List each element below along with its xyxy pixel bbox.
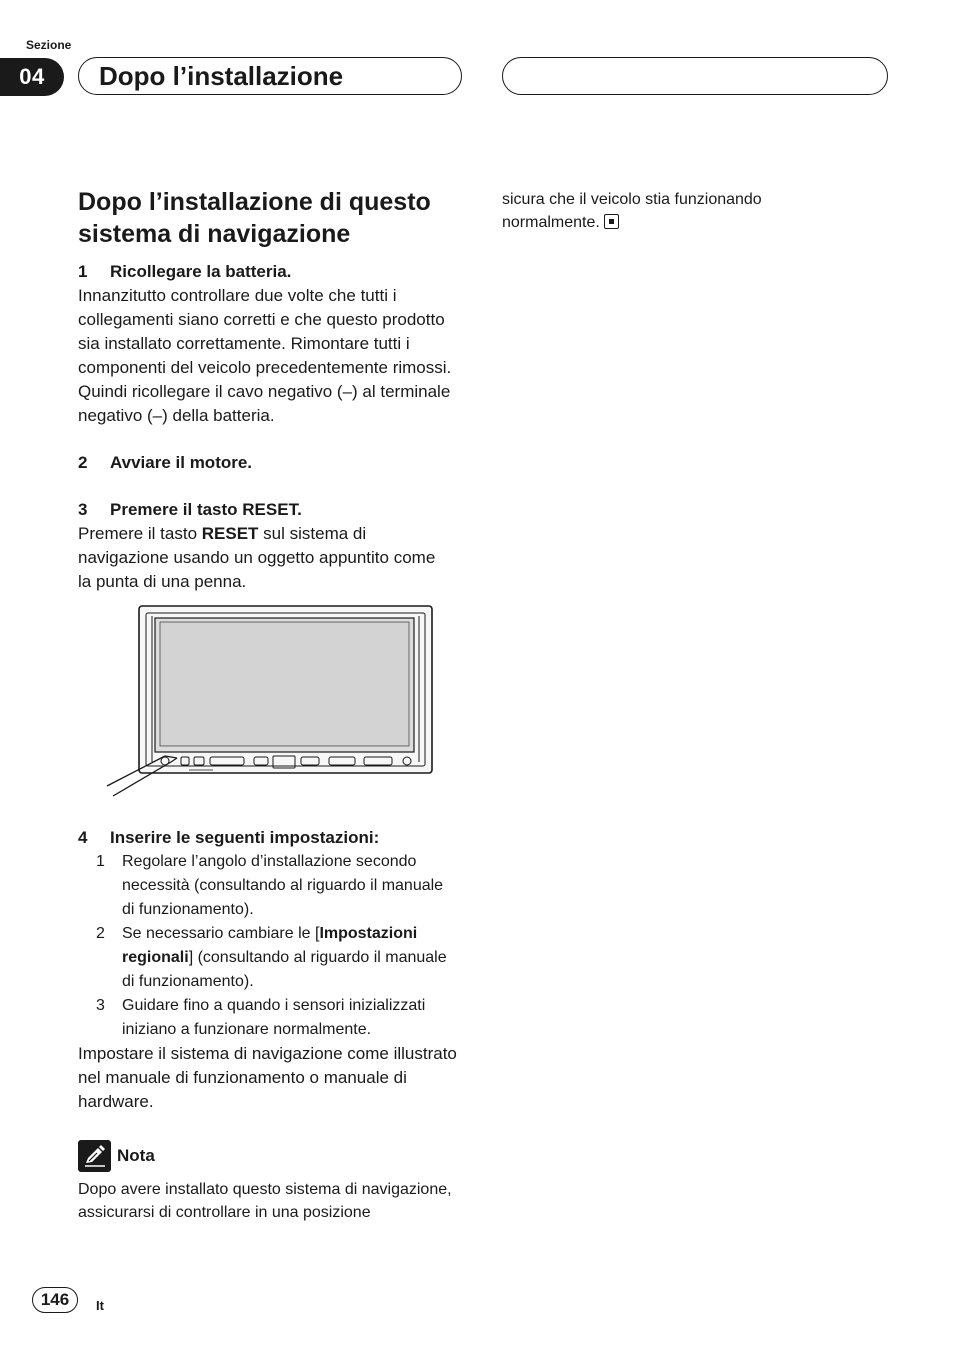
list-item-text-bold: Impostazioni regionali xyxy=(122,925,418,966)
step-4-heading-text: Inserire le seguenti impostazioni: xyxy=(110,828,380,847)
step-3-text-after: sul sistema di navigazione usando un oggetto appuntito come la punta di una penna. xyxy=(78,524,436,591)
step-1-number: 1 xyxy=(78,262,88,281)
step-3 xyxy=(78,498,462,594)
list-item-text-after: ] (consultando al riguardo il manuale di funzionamento). xyxy=(122,949,447,990)
list-item-text: Guidare fino a quando i sensori inizializzati iniziano a funzionare normalmente. xyxy=(122,997,426,1038)
list-item-number: 1 xyxy=(96,853,105,870)
step-4-text: Impostare il sistema di navigazione come illustrato nel manuale di funzionamento o manuale di hardware. xyxy=(78,1044,457,1111)
list-item-number: 2 xyxy=(96,925,105,942)
step-1-heading-text: Ricollegare la batteria. xyxy=(110,262,292,281)
section-blank-box xyxy=(502,57,888,95)
nota-text-continued xyxy=(502,188,862,234)
step-3-heading-text: Premere il tasto RESET. xyxy=(110,500,302,519)
section-title: Dopo l’installazione xyxy=(99,60,344,91)
list-item xyxy=(78,994,462,1042)
step-4-heading xyxy=(78,826,462,850)
step-1 xyxy=(78,260,462,428)
step-4-sublist xyxy=(78,850,462,1042)
list-item-number: 3 xyxy=(96,997,105,1014)
nota-label: Nota xyxy=(117,1146,155,1165)
step-2-number: 2 xyxy=(78,453,88,472)
step-3-number: 3 xyxy=(78,500,88,519)
page-title: Dopo l’installazione di questo sistema di navigazione xyxy=(78,188,431,248)
step-3-heading xyxy=(78,498,462,522)
nota-continued-text: sicura che il veicolo stia funzionando normalmente. xyxy=(502,191,762,231)
list-item xyxy=(78,922,462,994)
pencil-note-icon xyxy=(78,1140,111,1172)
step-1-text: Innanzitutto controllare due volte che tutti i collegamenti siano corretti e che questo prodotto sia installato correttamente. Rimontare tutti i componenti del veicolo precedentemente rimossi. Quindi ricollegare il cavo negativo (–) al terminale negativo (–) della batteria. xyxy=(78,286,452,425)
step-1-heading xyxy=(78,260,462,284)
nota-text: Dopo avere installato questo sistema di navigazione, assicurarsi di controllare in una posizione xyxy=(78,1181,452,1221)
step-4-number: 4 xyxy=(78,828,88,847)
language-code: It xyxy=(96,1298,104,1313)
step-2 xyxy=(78,451,462,475)
step-2-heading-text: Avviare il motore. xyxy=(110,453,253,472)
section-number: 04 xyxy=(0,58,64,96)
page-number: 146 xyxy=(32,1287,78,1313)
end-mark-icon xyxy=(604,214,619,229)
navigation-unit-illustration xyxy=(105,604,437,800)
step-2-heading xyxy=(78,451,462,475)
step-3-text-bold: RESET xyxy=(201,524,259,543)
step-3-text-before: Premere il tasto xyxy=(78,524,202,543)
step-4 xyxy=(78,826,462,1114)
list-item-text: Regolare l’angolo d’installazione secondo necessità (consultando al riguardo il manuale di funzionamento). xyxy=(122,853,444,918)
nota-header xyxy=(78,1140,155,1172)
list-item-text-before: Se necessario cambiare le [ xyxy=(122,925,320,942)
list-item-text xyxy=(122,922,462,994)
section-label: Sezione xyxy=(26,38,72,52)
list-item xyxy=(78,850,462,922)
section-title-box xyxy=(78,57,462,95)
step-3-text xyxy=(78,522,450,594)
